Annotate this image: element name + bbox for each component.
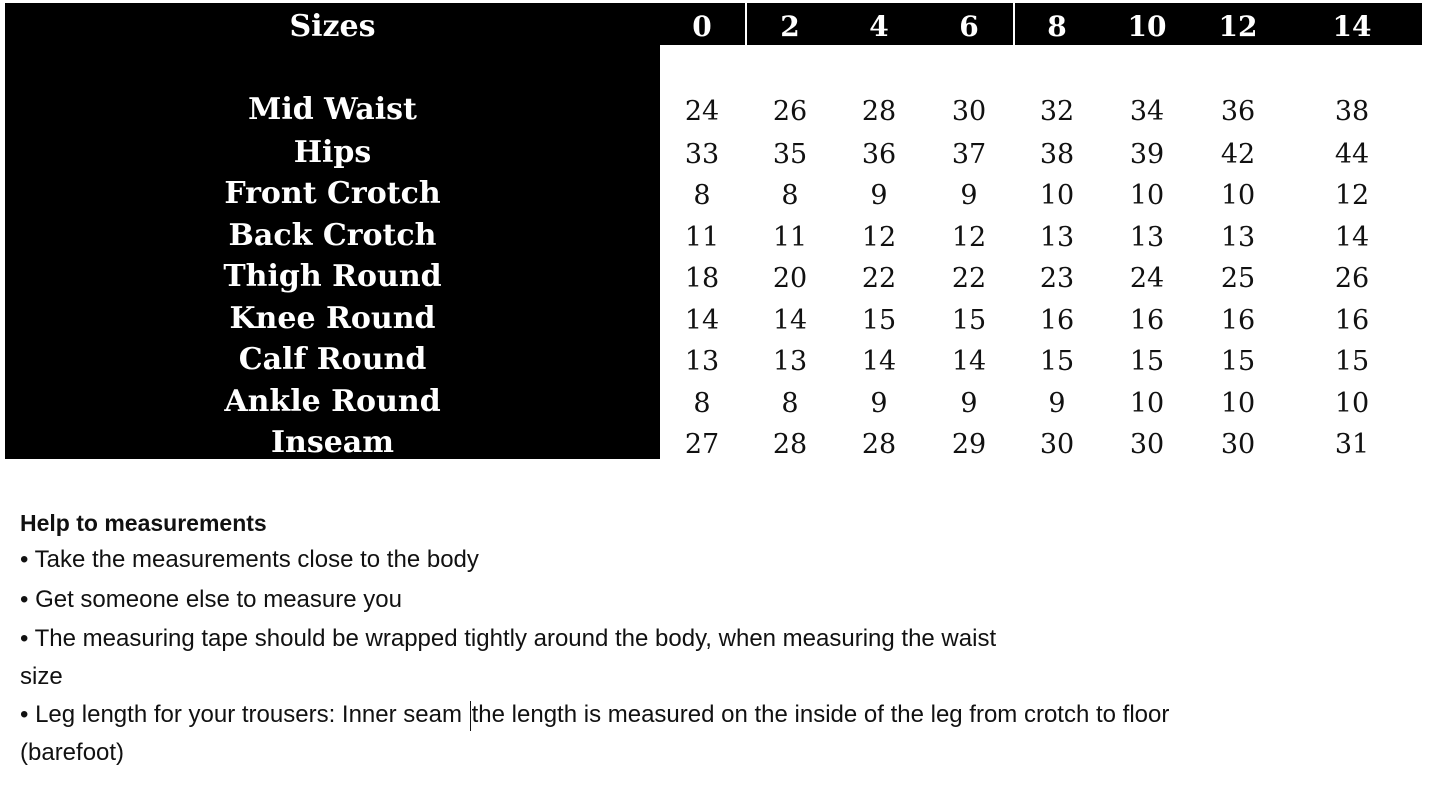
table-cell: 22 [861, 263, 897, 294]
table-cell: 15 [861, 305, 897, 336]
table-cell: 12 [861, 222, 897, 253]
table-cell: 9 [960, 388, 978, 419]
table-cell: 28 [861, 96, 897, 127]
table-cell: 10 [1220, 180, 1256, 211]
sizes-header-label: Sizes [289, 9, 376, 44]
table-cell: 26 [1334, 263, 1370, 294]
table-cell: 10 [1129, 180, 1165, 211]
table-cell: 14 [861, 346, 897, 377]
size-column-header: 2 [780, 10, 800, 43]
table-cell: 33 [684, 139, 720, 170]
table-cell: 11 [684, 222, 720, 253]
table-cell: 22 [951, 263, 987, 294]
table-cell: 13 [1220, 222, 1256, 253]
table-cell: 9 [870, 180, 888, 211]
table-cell: 14 [1334, 222, 1370, 253]
size-column-header: 6 [959, 10, 979, 43]
help-section [20, 506, 1435, 772]
table-cell: 39 [1129, 139, 1165, 170]
table-cell: 28 [861, 429, 897, 460]
help-bullet [20, 696, 1435, 734]
table-cell: 9 [870, 388, 888, 419]
help-bullet-wrap: (barefoot) [20, 739, 125, 766]
row-label: Inseam [270, 425, 394, 460]
table-cell: 15 [951, 305, 987, 336]
table-cell: 16 [1334, 305, 1370, 336]
table-cell: 8 [693, 388, 711, 419]
size-column-header: 0 [692, 10, 712, 43]
help-bullet-wrap: size [20, 663, 63, 690]
table-cell: 27 [684, 429, 720, 460]
table-cell: 10 [1039, 180, 1075, 211]
table-cell: 16 [1039, 305, 1075, 336]
table-cell: 37 [951, 139, 987, 170]
row-label: Ankle Round [224, 384, 441, 419]
table-cell: 38 [1334, 96, 1370, 127]
table-cell: 16 [1129, 305, 1165, 336]
table-cell: 24 [684, 96, 720, 127]
size-column-header: 8 [1047, 10, 1067, 43]
header-divider [1013, 3, 1015, 45]
table-cell: 8 [693, 180, 711, 211]
help-bullet-text: the length is measured on the inside of the leg from crotch to floor [471, 701, 1170, 728]
row-label: Back Crotch [228, 218, 437, 253]
row-label: Thigh Round [223, 259, 442, 294]
table-cell: 30 [951, 96, 987, 127]
size-column-header: 12 [1218, 10, 1258, 43]
size-column-header: 4 [869, 10, 889, 43]
table-cell: 8 [781, 388, 799, 419]
table-cell: 18 [684, 263, 720, 294]
table-cell: 15 [1334, 346, 1370, 377]
help-bullet-text: • Leg length for your trousers: Inner seam [20, 701, 469, 728]
row-label: Hips [293, 135, 372, 170]
table-cell: 29 [951, 429, 987, 460]
table-cell: 31 [1334, 429, 1370, 460]
table-cell: 28 [772, 429, 808, 460]
table-cell: 13 [1129, 222, 1165, 253]
table-cell: 13 [684, 346, 720, 377]
table-cell: 16 [1220, 305, 1256, 336]
table-cell: 30 [1039, 429, 1075, 460]
table-cell: 23 [1039, 263, 1075, 294]
table-cell: 44 [1334, 139, 1370, 170]
table-cell: 38 [1039, 139, 1075, 170]
size-column-header: 14 [1332, 10, 1372, 43]
table-cell: 34 [1129, 96, 1165, 127]
table-cell: 15 [1129, 346, 1165, 377]
table-cell: 14 [951, 346, 987, 377]
table-cell: 10 [1334, 388, 1370, 419]
table-cell: 14 [684, 305, 720, 336]
text-cursor [470, 701, 471, 731]
table-cell: 26 [772, 96, 808, 127]
table-cell: 24 [1129, 263, 1165, 294]
help-bullet: • Get someone else to measure you [20, 586, 402, 613]
help-title: Help to measurements [20, 510, 267, 536]
table-cell: 9 [960, 180, 978, 211]
table-cell: 11 [772, 222, 808, 253]
table-cell: 14 [772, 305, 808, 336]
table-cell: 36 [1220, 96, 1256, 127]
help-bullet: • The measuring tape should be wrapped tightly around the body, when measuring the waist [20, 625, 997, 652]
table-cell: 30 [1220, 429, 1256, 460]
table-cell: 13 [772, 346, 808, 377]
table-cell: 32 [1039, 96, 1075, 127]
row-label: Front Crotch [224, 176, 441, 211]
help-bullet: • Take the measurements close to the body [20, 546, 479, 573]
table-cell: 15 [1039, 346, 1075, 377]
header-divider [745, 3, 747, 45]
table-cell: 12 [951, 222, 987, 253]
table-cell: 10 [1129, 388, 1165, 419]
row-label: Calf Round [238, 342, 427, 377]
table-cell: 30 [1129, 429, 1165, 460]
table-cell: 13 [1039, 222, 1075, 253]
table-cell: 15 [1220, 346, 1256, 377]
table-cell: 35 [772, 139, 808, 170]
table-cell: 9 [1048, 388, 1066, 419]
table-cell: 20 [772, 263, 808, 294]
table-cell: 12 [1334, 180, 1370, 211]
table-cell: 36 [861, 139, 897, 170]
table-cell: 25 [1220, 263, 1256, 294]
table-cell: 42 [1220, 139, 1256, 170]
row-label: Knee Round [229, 301, 436, 336]
size-column-header: 10 [1127, 10, 1167, 43]
row-label: Mid Waist [248, 92, 417, 127]
table-cell: 10 [1220, 388, 1256, 419]
table-cell: 8 [781, 180, 799, 211]
